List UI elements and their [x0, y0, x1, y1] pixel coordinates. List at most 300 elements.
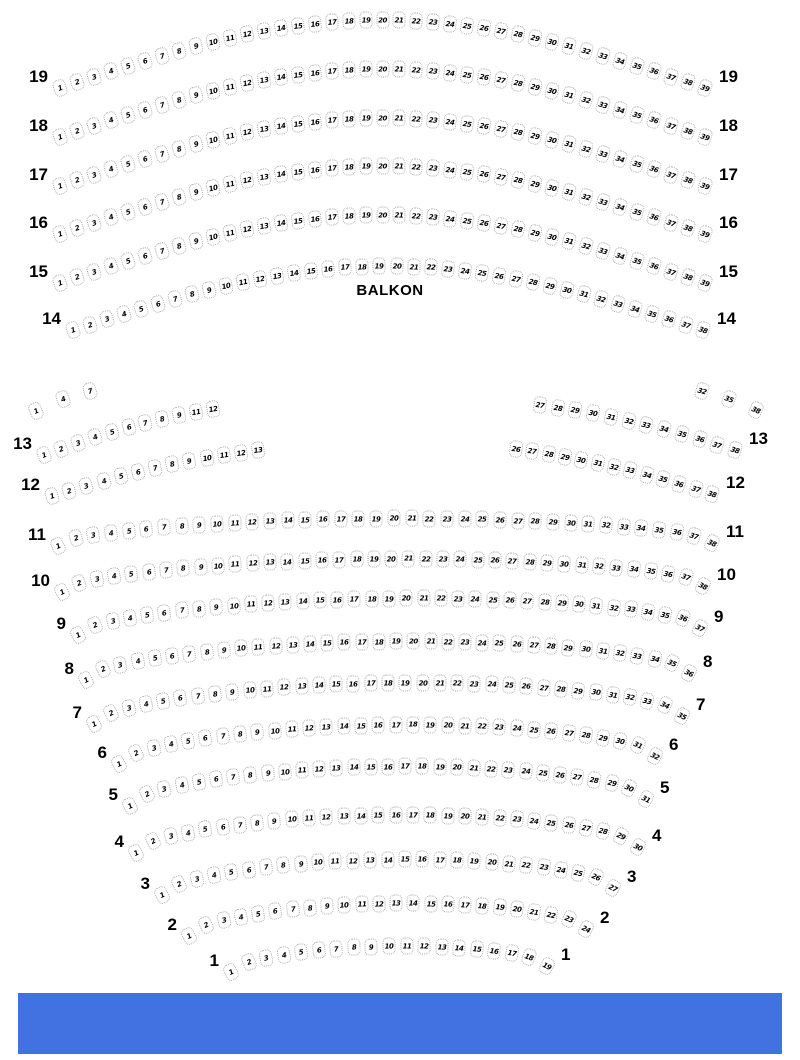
seat[interactable]	[376, 110, 389, 127]
seat[interactable]	[460, 114, 475, 133]
seat[interactable]	[278, 593, 292, 611]
seat[interactable]	[527, 126, 543, 145]
seat[interactable]	[585, 404, 601, 423]
seat[interactable]	[192, 516, 206, 534]
seat[interactable]	[504, 944, 520, 963]
seat[interactable]	[112, 655, 128, 674]
seat[interactable]	[27, 401, 46, 422]
seat[interactable]	[474, 264, 489, 283]
seat[interactable]	[703, 484, 720, 504]
seat[interactable]	[138, 784, 157, 805]
seat[interactable]	[316, 511, 329, 528]
seat[interactable]	[527, 77, 543, 96]
seat[interactable]	[671, 474, 688, 494]
seat[interactable]	[246, 554, 260, 572]
seat[interactable]	[493, 511, 507, 528]
seat[interactable]	[381, 674, 394, 691]
seat[interactable]	[86, 427, 104, 447]
seat[interactable]	[197, 915, 216, 936]
seat[interactable]	[181, 451, 197, 470]
seat[interactable]	[382, 937, 395, 954]
seat[interactable]	[180, 732, 196, 751]
seat[interactable]	[311, 941, 326, 959]
seat[interactable]	[285, 900, 300, 918]
seat[interactable]	[376, 61, 389, 78]
seat[interactable]	[502, 676, 516, 694]
seat[interactable]	[510, 810, 524, 828]
seat[interactable]	[586, 867, 605, 888]
seat[interactable]	[417, 590, 430, 607]
seat[interactable]	[520, 592, 534, 610]
seat[interactable]	[484, 853, 498, 871]
seat[interactable]	[320, 634, 334, 652]
seat[interactable]	[558, 280, 575, 300]
seat[interactable]	[578, 139, 595, 159]
seat[interactable]	[119, 154, 136, 174]
seat[interactable]	[696, 176, 714, 196]
seat[interactable]	[399, 758, 412, 775]
seat[interactable]	[68, 121, 86, 141]
seat[interactable]	[355, 895, 369, 913]
seat[interactable]	[35, 445, 53, 465]
seat[interactable]	[493, 22, 509, 41]
seat[interactable]	[592, 557, 606, 575]
seat[interactable]	[69, 433, 87, 453]
seat[interactable]	[645, 207, 663, 227]
seat[interactable]	[672, 706, 691, 727]
seat[interactable]	[470, 940, 484, 958]
seat[interactable]	[119, 202, 136, 222]
seat[interactable]	[120, 417, 137, 437]
seat[interactable]	[537, 679, 551, 697]
seat[interactable]	[475, 718, 489, 736]
seat[interactable]	[296, 592, 310, 610]
seat[interactable]	[443, 113, 458, 131]
seat[interactable]	[51, 273, 69, 293]
seat[interactable]	[102, 207, 120, 227]
seat[interactable]	[342, 207, 356, 225]
seat[interactable]	[590, 453, 606, 472]
seat[interactable]	[467, 852, 481, 870]
seat[interactable]	[338, 259, 352, 277]
seat[interactable]	[407, 895, 420, 912]
seat[interactable]	[393, 12, 406, 29]
seat[interactable]	[510, 123, 526, 142]
seat[interactable]	[250, 904, 265, 923]
seat[interactable]	[544, 814, 559, 832]
seat[interactable]	[136, 197, 153, 217]
seat[interactable]	[124, 565, 139, 584]
seat[interactable]	[475, 511, 488, 528]
seat[interactable]	[256, 120, 272, 139]
seat[interactable]	[662, 652, 681, 673]
seat[interactable]	[307, 161, 322, 179]
seat[interactable]	[393, 61, 406, 78]
seat[interactable]	[606, 457, 622, 476]
seat[interactable]	[570, 863, 586, 882]
seat[interactable]	[407, 258, 421, 276]
seat[interactable]	[188, 869, 205, 889]
seat[interactable]	[373, 257, 386, 274]
seat[interactable]	[437, 551, 450, 568]
seat[interactable]	[174, 776, 190, 795]
seat[interactable]	[652, 521, 667, 539]
seat[interactable]	[611, 51, 628, 71]
seat[interactable]	[215, 911, 232, 931]
seat[interactable]	[85, 116, 103, 136]
seat[interactable]	[153, 95, 170, 115]
seat[interactable]	[553, 765, 568, 783]
seat[interactable]	[622, 688, 638, 707]
seat[interactable]	[628, 154, 645, 174]
seat[interactable]	[406, 806, 419, 823]
seat[interactable]	[136, 149, 153, 169]
seat[interactable]	[536, 858, 551, 877]
seat[interactable]	[508, 269, 524, 288]
seat[interactable]	[555, 594, 569, 612]
seat[interactable]	[251, 638, 265, 656]
seat[interactable]	[508, 440, 523, 459]
seat[interactable]	[440, 260, 455, 278]
seat[interactable]	[400, 937, 413, 954]
seat[interactable]	[199, 643, 214, 661]
seat[interactable]	[109, 754, 128, 775]
seat[interactable]	[222, 28, 238, 47]
seat[interactable]	[86, 615, 104, 636]
seat[interactable]	[350, 551, 363, 568]
seat[interactable]	[501, 761, 515, 779]
seat[interactable]	[365, 938, 379, 955]
seat[interactable]	[390, 633, 403, 650]
seat[interactable]	[595, 46, 612, 66]
seat[interactable]	[544, 81, 561, 101]
seat[interactable]	[226, 768, 241, 787]
seat[interactable]	[527, 812, 542, 830]
seat[interactable]	[147, 649, 162, 668]
seat[interactable]	[364, 675, 377, 692]
seat[interactable]	[616, 518, 630, 536]
seat[interactable]	[542, 276, 558, 295]
seat[interactable]	[595, 95, 612, 115]
seat[interactable]	[162, 827, 179, 847]
seat[interactable]	[492, 718, 506, 736]
seat[interactable]	[460, 65, 475, 84]
seat[interactable]	[487, 942, 502, 960]
seat[interactable]	[654, 469, 671, 489]
seat[interactable]	[324, 13, 338, 31]
seat[interactable]	[409, 158, 423, 176]
seat[interactable]	[273, 19, 288, 38]
seat[interactable]	[458, 510, 471, 527]
seat[interactable]	[295, 761, 309, 779]
seat[interactable]	[51, 224, 69, 244]
seat[interactable]	[269, 266, 285, 285]
seat[interactable]	[119, 251, 136, 271]
seat[interactable]	[493, 71, 509, 90]
seat[interactable]	[419, 550, 432, 567]
seat[interactable]	[197, 820, 213, 839]
seat[interactable]	[372, 895, 385, 912]
seat[interactable]	[167, 289, 184, 309]
seat[interactable]	[250, 813, 265, 831]
seat[interactable]	[356, 258, 370, 276]
seat[interactable]	[622, 461, 639, 481]
seat[interactable]	[334, 510, 347, 527]
seat[interactable]	[204, 81, 221, 101]
seat[interactable]	[423, 510, 436, 527]
seat[interactable]	[126, 843, 145, 864]
seat[interactable]	[215, 817, 230, 836]
seat[interactable]	[595, 192, 612, 212]
seat[interactable]	[510, 171, 526, 190]
seat[interactable]	[424, 259, 438, 277]
seat[interactable]	[280, 553, 294, 571]
seat[interactable]	[491, 266, 507, 285]
seat[interactable]	[115, 304, 132, 324]
seat[interactable]	[628, 735, 647, 756]
seat[interactable]	[193, 558, 207, 576]
seat[interactable]	[261, 594, 275, 612]
seat[interactable]	[81, 381, 98, 401]
seat[interactable]	[527, 902, 542, 921]
seat[interactable]	[64, 320, 82, 340]
seat[interactable]	[696, 273, 714, 293]
seat[interactable]	[611, 100, 628, 120]
seat[interactable]	[525, 442, 540, 461]
seat[interactable]	[645, 256, 663, 276]
seat[interactable]	[222, 77, 238, 96]
seat[interactable]	[527, 721, 541, 739]
seat[interactable]	[170, 41, 187, 61]
seat[interactable]	[393, 110, 406, 127]
seat[interactable]	[226, 596, 240, 614]
seat[interactable]	[409, 207, 423, 225]
seat[interactable]	[443, 161, 458, 179]
seat[interactable]	[52, 582, 71, 603]
seat[interactable]	[557, 447, 573, 466]
seat[interactable]	[95, 471, 112, 491]
seat[interactable]	[393, 158, 406, 175]
seat[interactable]	[187, 182, 204, 202]
seat[interactable]	[477, 214, 492, 233]
seat[interactable]	[119, 56, 136, 76]
seat[interactable]	[354, 807, 367, 824]
seat[interactable]	[171, 406, 187, 425]
seat[interactable]	[208, 684, 223, 702]
seat[interactable]	[592, 289, 609, 309]
seat[interactable]	[243, 766, 258, 784]
seat[interactable]	[330, 591, 344, 608]
seat[interactable]	[426, 62, 440, 80]
seat[interactable]	[595, 642, 610, 660]
seat[interactable]	[85, 213, 103, 233]
seat[interactable]	[477, 117, 492, 136]
seat[interactable]	[426, 208, 440, 226]
seat[interactable]	[355, 633, 368, 650]
seat[interactable]	[342, 12, 356, 30]
seat[interactable]	[426, 159, 440, 177]
seat[interactable]	[519, 856, 534, 874]
seat[interactable]	[307, 15, 322, 33]
seat[interactable]	[643, 304, 660, 324]
seat[interactable]	[190, 686, 205, 705]
seat[interactable]	[477, 68, 492, 87]
seat[interactable]	[527, 174, 543, 193]
seat[interactable]	[385, 550, 398, 567]
seat[interactable]	[295, 677, 309, 695]
seat[interactable]	[84, 714, 103, 735]
seat[interactable]	[376, 207, 389, 224]
seat[interactable]	[693, 381, 710, 401]
seat[interactable]	[204, 32, 221, 52]
seat[interactable]	[156, 779, 173, 799]
seat[interactable]	[139, 520, 154, 538]
seat[interactable]	[475, 808, 489, 826]
seat[interactable]	[381, 851, 394, 868]
seat[interactable]	[628, 202, 645, 222]
seat[interactable]	[70, 573, 88, 593]
seat[interactable]	[342, 110, 356, 128]
seat[interactable]	[595, 241, 612, 261]
seat[interactable]	[188, 403, 204, 422]
seat[interactable]	[588, 683, 603, 701]
seat[interactable]	[544, 178, 561, 198]
seat[interactable]	[578, 726, 593, 745]
seat[interactable]	[510, 74, 526, 93]
seat[interactable]	[354, 717, 368, 734]
seat[interactable]	[477, 19, 492, 38]
seat[interactable]	[256, 168, 272, 187]
seat[interactable]	[443, 15, 458, 33]
seat[interactable]	[281, 512, 295, 529]
seat[interactable]	[164, 455, 180, 474]
seat[interactable]	[458, 717, 472, 734]
seat[interactable]	[85, 67, 103, 87]
seat[interactable]	[222, 174, 238, 193]
seat[interactable]	[690, 618, 709, 639]
seat[interactable]	[294, 943, 309, 962]
seat[interactable]	[527, 636, 541, 654]
seat[interactable]	[527, 223, 543, 242]
seat[interactable]	[424, 895, 437, 912]
seat[interactable]	[346, 852, 360, 870]
seat[interactable]	[640, 602, 655, 621]
seat[interactable]	[674, 608, 692, 629]
seat[interactable]	[409, 12, 423, 30]
seat[interactable]	[85, 165, 103, 185]
seat[interactable]	[568, 401, 584, 420]
seat[interactable]	[389, 806, 402, 823]
seat[interactable]	[307, 113, 322, 131]
seat[interactable]	[239, 952, 257, 973]
seat[interactable]	[694, 320, 712, 340]
seat[interactable]	[660, 565, 676, 584]
seat[interactable]	[106, 567, 121, 586]
seat[interactable]	[298, 552, 312, 569]
seat[interactable]	[328, 853, 342, 871]
seat[interactable]	[409, 110, 423, 128]
seat[interactable]	[307, 64, 322, 82]
seat[interactable]	[538, 593, 552, 611]
seat[interactable]	[544, 32, 561, 52]
seat[interactable]	[441, 633, 454, 650]
seat[interactable]	[184, 284, 201, 304]
seat[interactable]	[570, 768, 585, 787]
seat[interactable]	[703, 533, 722, 554]
seat[interactable]	[192, 600, 207, 618]
seat[interactable]	[609, 294, 626, 314]
seat[interactable]	[405, 510, 418, 527]
seat[interactable]	[550, 398, 565, 417]
seat[interactable]	[324, 111, 338, 129]
seat[interactable]	[278, 762, 292, 780]
seat[interactable]	[376, 158, 389, 175]
seat[interactable]	[578, 90, 595, 110]
seat[interactable]	[638, 415, 655, 435]
seat[interactable]	[239, 171, 255, 190]
seat[interactable]	[458, 807, 472, 825]
seat[interactable]	[260, 680, 274, 698]
seat[interactable]	[677, 314, 695, 334]
seat[interactable]	[387, 510, 400, 527]
seat[interactable]	[376, 12, 389, 29]
seat[interactable]	[263, 512, 277, 530]
seat[interactable]	[475, 634, 489, 651]
seat[interactable]	[102, 110, 120, 130]
seat[interactable]	[540, 554, 554, 572]
seat[interactable]	[520, 947, 538, 967]
seat[interactable]	[458, 896, 472, 914]
seat[interactable]	[634, 519, 649, 537]
seat[interactable]	[486, 591, 500, 608]
seat[interactable]	[138, 694, 154, 713]
seat[interactable]	[49, 536, 68, 557]
seat[interactable]	[544, 130, 561, 150]
seat[interactable]	[244, 595, 258, 613]
seat[interactable]	[492, 898, 507, 916]
seat[interactable]	[267, 812, 282, 830]
seat[interactable]	[338, 634, 352, 651]
seat[interactable]	[222, 223, 238, 242]
seat[interactable]	[342, 61, 356, 79]
seat[interactable]	[157, 518, 171, 536]
seat[interactable]	[611, 197, 628, 217]
seat[interactable]	[141, 563, 156, 581]
seat[interactable]	[619, 777, 638, 798]
seat[interactable]	[175, 517, 189, 535]
seat[interactable]	[252, 269, 268, 288]
seat[interactable]	[720, 388, 738, 408]
seat[interactable]	[119, 105, 136, 125]
seat[interactable]	[611, 149, 628, 169]
seat[interactable]	[204, 130, 221, 150]
seat[interactable]	[68, 72, 86, 92]
seat[interactable]	[398, 851, 411, 868]
seat[interactable]	[628, 105, 645, 125]
seat[interactable]	[359, 207, 372, 224]
seat[interactable]	[460, 16, 475, 35]
seat[interactable]	[503, 592, 517, 610]
seat[interactable]	[409, 61, 423, 79]
seat[interactable]	[544, 227, 561, 247]
seat[interactable]	[217, 641, 232, 659]
seat[interactable]	[576, 919, 595, 940]
seat[interactable]	[559, 908, 578, 929]
seat[interactable]	[636, 789, 655, 810]
seat[interactable]	[259, 858, 274, 876]
seat[interactable]	[575, 284, 592, 304]
seat[interactable]	[433, 758, 446, 775]
